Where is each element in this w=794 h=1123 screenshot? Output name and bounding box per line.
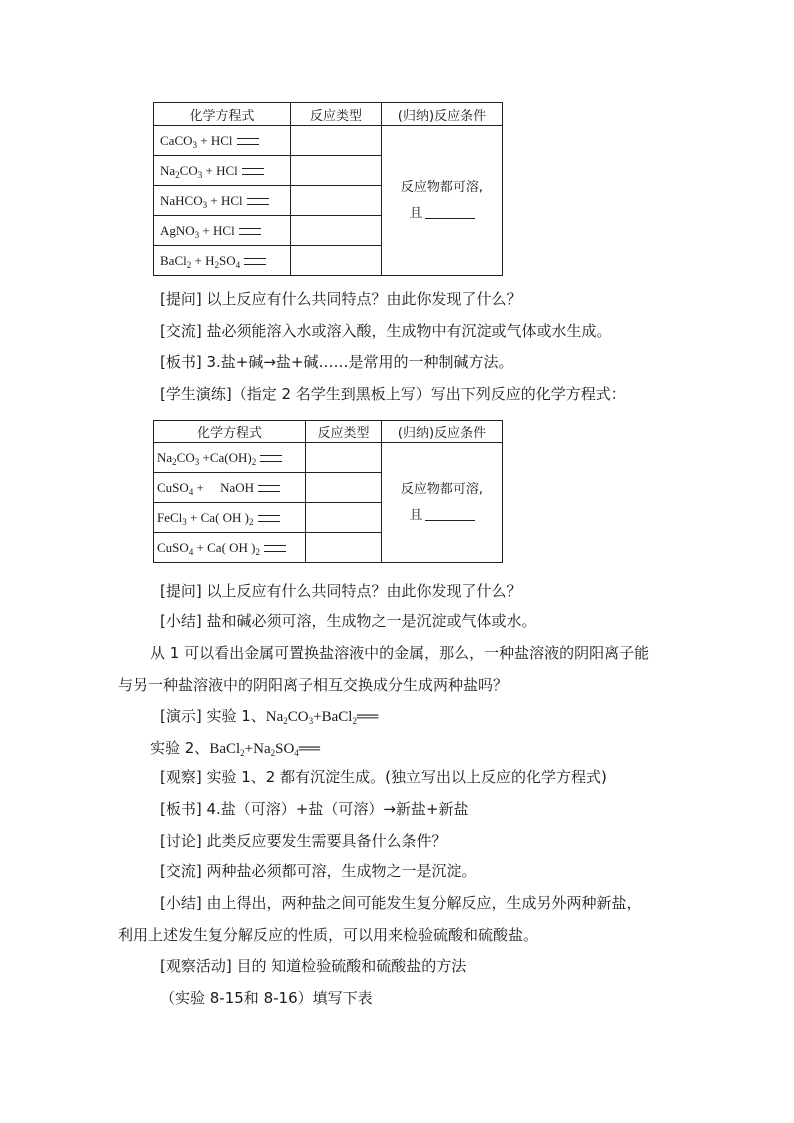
reaction-type-cell[interactable]	[306, 533, 382, 563]
instruction-fill-table: （实验 8-15和 8-16）填写下表	[160, 989, 373, 1007]
question-1: [提问] 以上反应有什么共同特点？由此你发现了什么？	[160, 290, 522, 308]
condition-line: 反应物都可溶,	[400, 481, 484, 497]
header-condition: (归纳)反应条件	[382, 421, 503, 443]
summary-1: [小结] 盐和碱必须可溶，生成物之一是沉淀或气体或水。	[160, 612, 537, 630]
equation-text: BaCl$_2$ + $H_2SO_4$	[160, 252, 241, 270]
board-note-3: [板书] 3.盐+碱→盐+碱……是常用的一种制碱方法。	[160, 353, 514, 371]
observation-activity: [观察活动] 目的 知道检验硫酸和硫酸盐的方法	[160, 957, 467, 975]
equation-text: $Na_2CO_3 +Ca(OH)_2$	[157, 449, 257, 467]
condition-prefix: 且	[409, 205, 423, 221]
demo-experiment-1	[160, 706, 378, 727]
equation-text: CuSO$_4$ + NaOH	[157, 479, 255, 497]
reaction-type-cell[interactable]	[291, 126, 382, 156]
reaction-type-cell[interactable]	[291, 246, 382, 276]
equation-text: $BaCl_2+Na_2SO_4══$	[209, 741, 321, 758]
reaction-type-cell[interactable]	[291, 216, 382, 246]
header-reaction-type: 反应类型	[306, 421, 382, 443]
reaction-type-cell[interactable]	[306, 503, 382, 533]
equation-cell	[154, 473, 306, 503]
equals-sign-icon	[239, 228, 261, 235]
equation-cell	[154, 503, 306, 533]
equation-cell	[154, 533, 306, 563]
equation-cell	[154, 126, 291, 156]
equation-cell	[154, 216, 291, 246]
equals-sign-icon	[258, 485, 280, 492]
equation-text: $Na_2CO_3+BaCl_2══$	[265, 709, 379, 726]
equals-sign-icon	[237, 138, 259, 145]
equation-cell	[154, 156, 291, 186]
equation-text: $Na_2CO_3$ + HCl	[160, 162, 238, 180]
demo-label: 实验 2、	[150, 739, 210, 757]
equation-text: CuSO$_4$ + Ca( OH )$_2$	[157, 539, 261, 557]
condition-prefix: 且	[409, 507, 423, 523]
condition-cell	[382, 126, 503, 276]
equals-sign-icon	[242, 168, 264, 175]
exchange-1: [交流] 盐必须能溶入水或溶入酸，生成物中有沉淀或气体或水生成。	[160, 322, 612, 340]
header-equation: 化学方程式	[154, 103, 291, 126]
exchange-2: [交流] 两种盐必须都可溶，生成物之一是沉淀。	[160, 862, 477, 880]
question-2: [提问] 以上反应有什么共同特点？由此你发现了什么？	[160, 582, 522, 600]
condition-cell	[382, 443, 503, 563]
header-equation: 化学方程式	[154, 421, 306, 443]
reaction-table-base	[153, 420, 503, 563]
equation-text: NaHCO$_3$ + HCl	[160, 192, 243, 210]
equation-cell	[154, 186, 291, 216]
board-note-4: [板书] 4.盐（可溶）+盐（可溶）→新盐+新盐	[160, 800, 469, 818]
equation-text: FeCl$_3$ + Ca( OH )$_2$	[157, 509, 254, 527]
reaction-table-acid	[153, 102, 503, 276]
reaction-type-cell[interactable]	[306, 443, 382, 473]
reaction-type-cell[interactable]	[291, 186, 382, 216]
answer-blank[interactable]	[425, 506, 475, 521]
summary-2-line: 利用上述发生复分解反应的性质，可以用来检验硫酸和硫酸盐。	[118, 926, 539, 944]
demo-label: [演示] 实验 1、	[160, 707, 266, 725]
summary-2-line: [小结] 由上得出，两种盐之间可能发生复分解反应，生成另外两种新盐，	[160, 894, 642, 912]
body-paragraph-line: 从 1 可以看出金属可置换盐溶液中的金属，那么，一种盐溶液的阴阳离子能	[150, 644, 650, 662]
equation-cell	[154, 443, 306, 473]
condition-line: 反应物都可溶,	[400, 179, 484, 195]
reaction-type-cell[interactable]	[291, 156, 382, 186]
body-paragraph-line: 与另一种盐溶液中的阴阳离子相互交换成分生成两种盐吗？	[118, 676, 509, 694]
equals-sign-icon	[244, 258, 266, 265]
demo-experiment-2	[150, 738, 320, 759]
condition-line	[382, 201, 502, 227]
equals-sign-icon	[264, 545, 286, 552]
equation-cell	[154, 246, 291, 276]
discussion: [讨论] 此类反应要发生需要具备什么条件？	[160, 832, 447, 850]
observation-1: [观察] 实验 1、2 都有沉淀生成。(独立写出以上反应的化学方程式)	[160, 768, 607, 786]
equals-sign-icon	[258, 515, 280, 522]
header-condition: (归纳)反应条件	[382, 103, 503, 126]
header-reaction-type: 反应类型	[291, 103, 382, 126]
equals-sign-icon	[247, 198, 269, 205]
equals-sign-icon	[260, 455, 282, 462]
condition-line	[382, 503, 502, 529]
student-exercise: [学生演练]（指定 2 名学生到黑板上写）写出下列反应的化学方程式：	[160, 385, 626, 403]
equation-text: AgNO$_3$ + HCl	[160, 222, 235, 240]
reaction-type-cell[interactable]	[306, 473, 382, 503]
answer-blank[interactable]	[425, 204, 475, 219]
equation-text: CaCO$_3$ + HCl	[160, 132, 233, 150]
